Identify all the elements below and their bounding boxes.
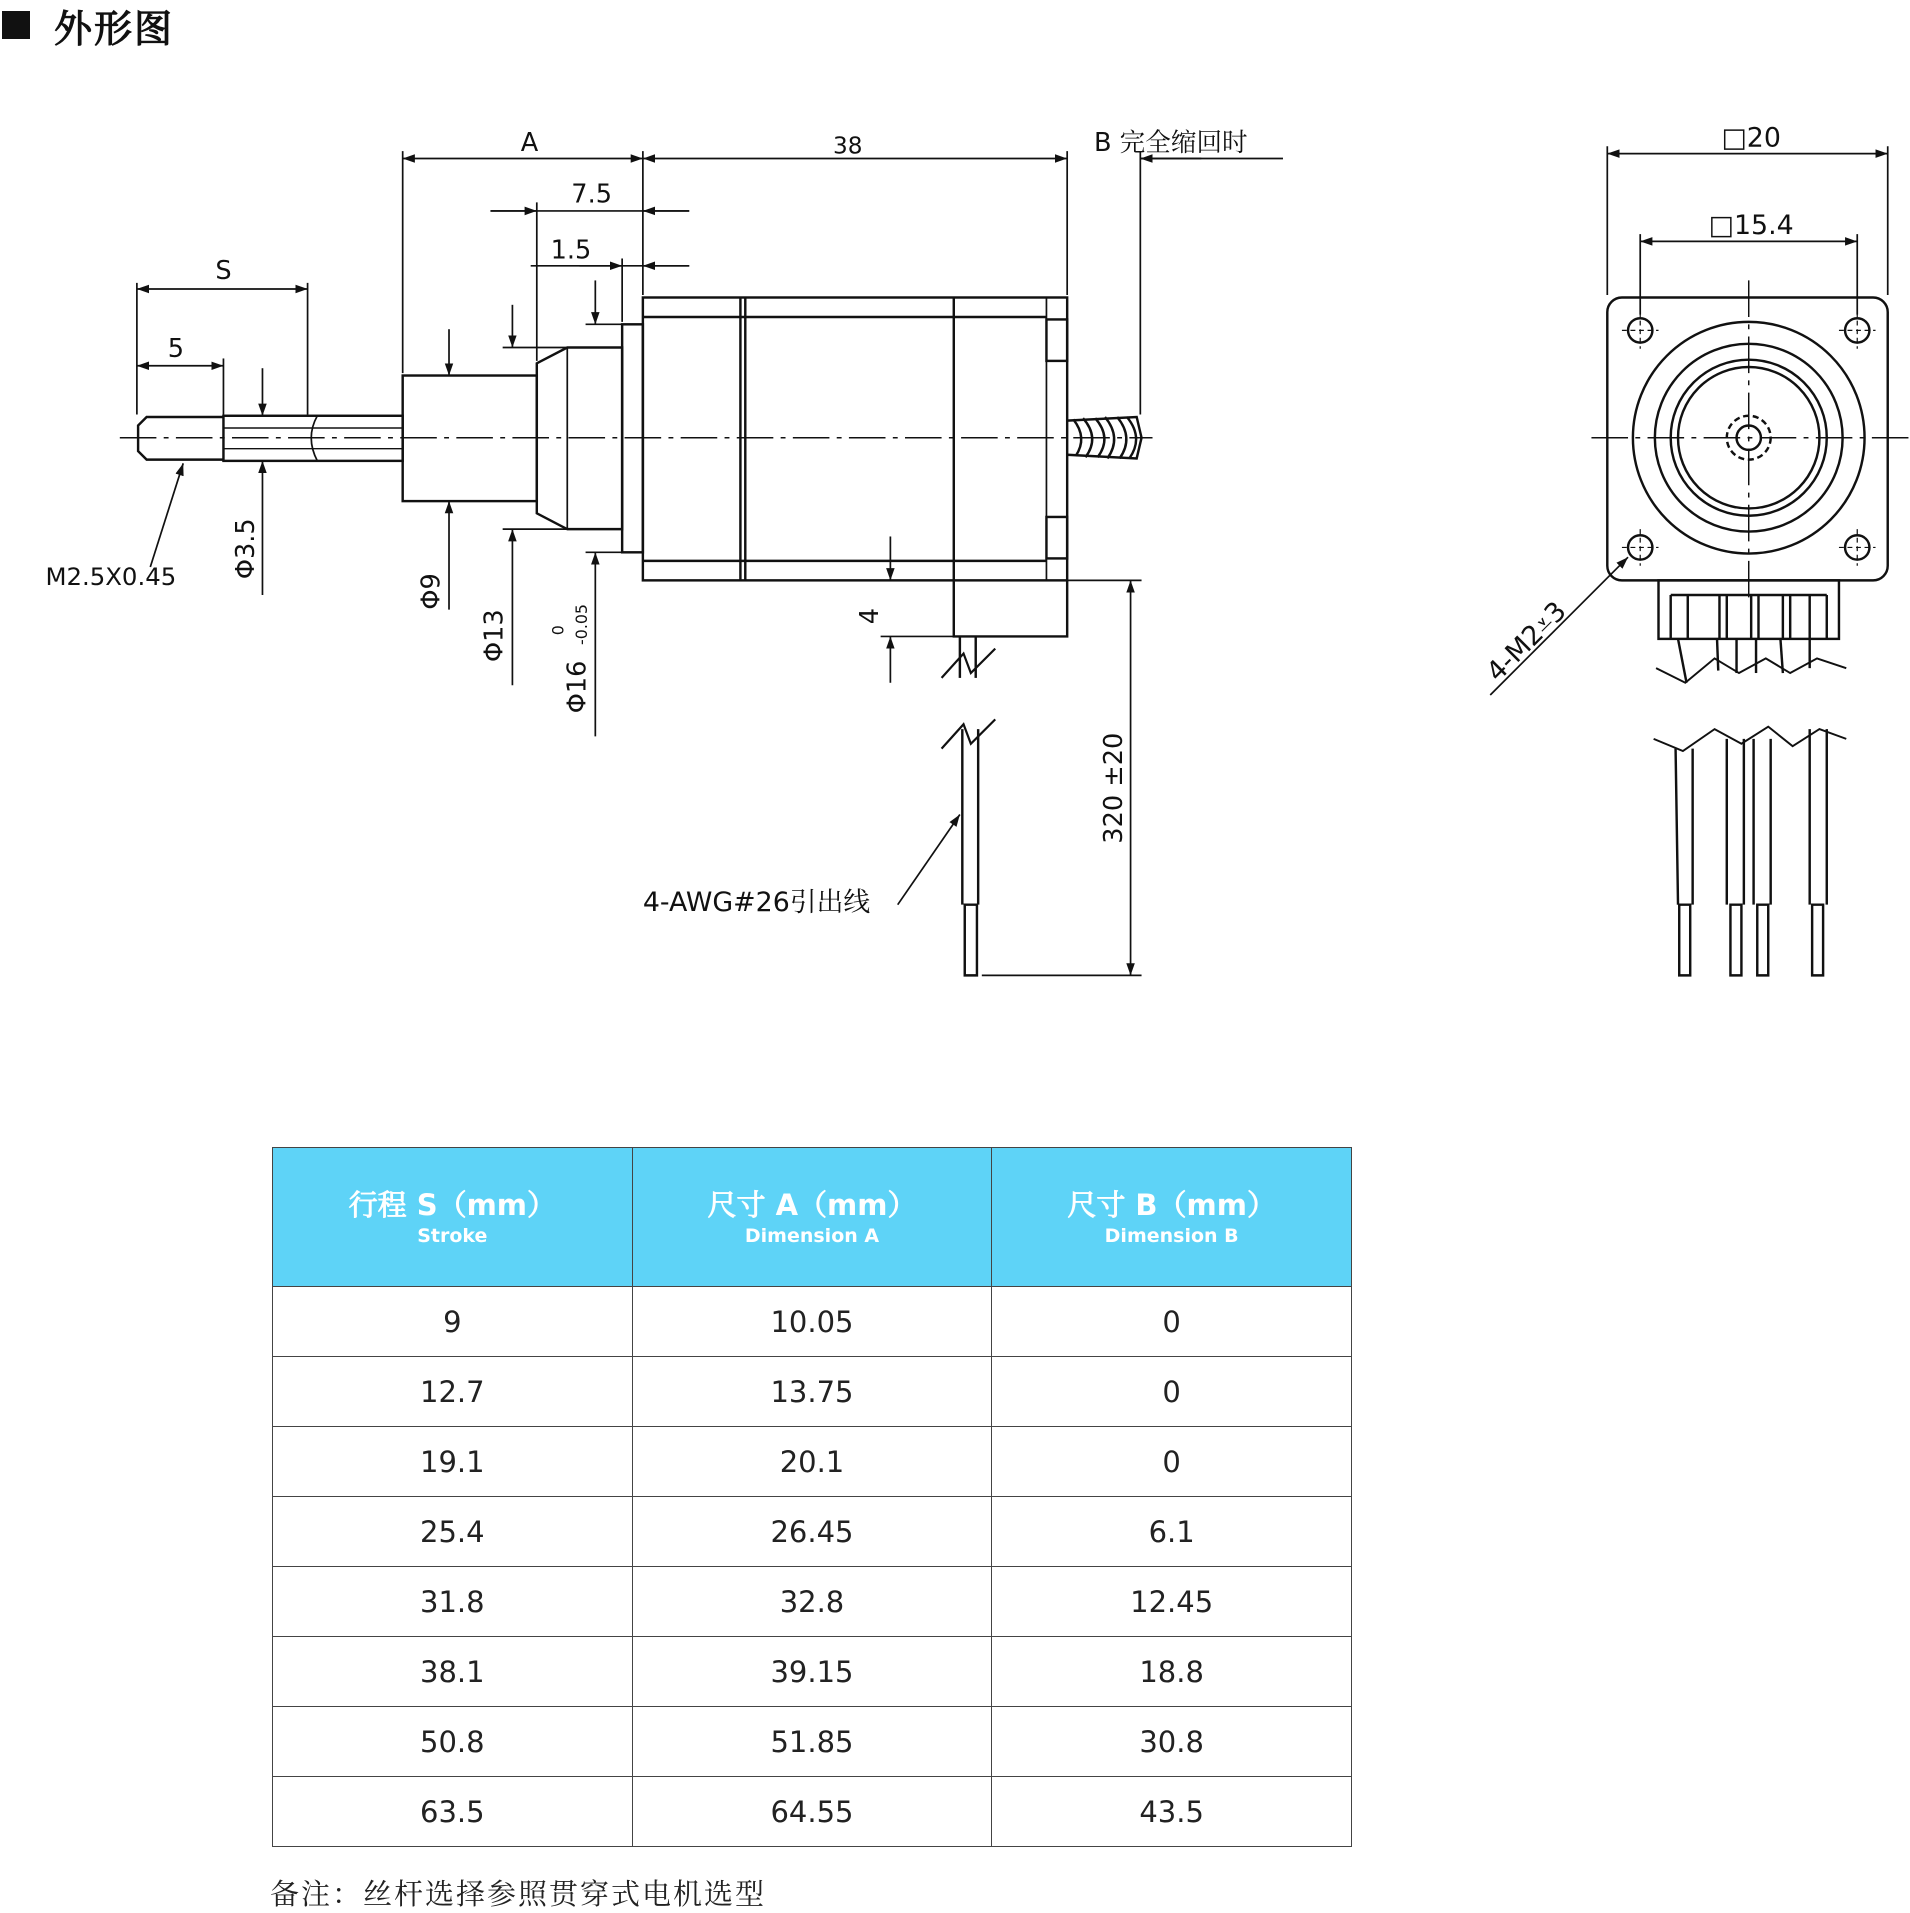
cell-dim-a: 51.85: [632, 1707, 992, 1777]
cell-dim-b: 12.45: [992, 1567, 1352, 1637]
label-dim-38: 38: [832, 133, 863, 160]
cell-dim-b: 43.5: [992, 1777, 1352, 1847]
table-row: [273, 1567, 1352, 1637]
label-dim-s: S: [215, 256, 232, 287]
label-dia-3-5: Φ3.5: [230, 518, 261, 580]
label-dia-16: Φ16: [562, 660, 593, 714]
label-tol-upper: 0: [548, 625, 568, 636]
rear-notch-bottom: [1046, 517, 1067, 558]
table-row: [273, 1707, 1352, 1777]
label-dim-1-5: 1.5: [550, 235, 592, 266]
table-row: [273, 1357, 1352, 1427]
side-view: [120, 297, 1153, 975]
cell-stroke: 25.4: [273, 1497, 633, 1567]
cell-dim-b: 0: [992, 1357, 1352, 1427]
cell-dim-a: 39.15: [632, 1637, 992, 1707]
footnote: 备注：丝杆选择参照贯穿式电机选型: [270, 1877, 767, 1911]
label-lead-wire: 4-AWG#26引出线: [642, 886, 871, 918]
cell-stroke: 31.8: [273, 1567, 633, 1637]
cell-dim-a: 64.55: [632, 1777, 992, 1847]
cell-dim-b: 30.8: [992, 1707, 1352, 1777]
col-header-dim-a: 尺寸 A（mm） Dimension A: [632, 1148, 992, 1287]
cell-dim-a: 26.45: [632, 1497, 992, 1567]
label-dim-a: A: [520, 128, 539, 159]
cell-stroke: 9: [273, 1287, 633, 1357]
end-view: [1591, 280, 1908, 975]
cell-stroke: 19.1: [273, 1427, 633, 1497]
label-tol-lower: -0.05: [571, 603, 591, 645]
table-row: [273, 1777, 1352, 1847]
cell-dim-b: 18.8: [992, 1637, 1352, 1707]
label-dim-7-5: 7.5: [571, 179, 613, 210]
cell-dim-b: 6.1: [992, 1497, 1352, 1567]
col-header-dim-b: 尺寸 B（mm） Dimension B: [992, 1148, 1352, 1287]
label-thread: M2.5X0.45: [45, 562, 177, 592]
side-dimensions: [137, 151, 1283, 975]
label-sq20: □20: [1721, 122, 1781, 154]
cell-dim-a: 10.05: [632, 1287, 992, 1357]
rear-notch-top: [1046, 319, 1067, 360]
table-row: [273, 1287, 1352, 1357]
label-holes: 4-M2⩡3: [1480, 595, 1573, 688]
connector-pins: [1688, 595, 1810, 639]
wire-housing: [954, 580, 1067, 636]
label-dia-13: Φ13: [479, 609, 510, 663]
cell-dim-a: 32.8: [632, 1567, 992, 1637]
cell-dim-b: 0: [992, 1287, 1352, 1357]
label-lead-length: 320 ±20: [1099, 732, 1130, 844]
table-row: [273, 1497, 1352, 1567]
col-header-stroke: 行程 S（mm） Stroke: [273, 1148, 633, 1287]
cell-dim-a: 13.75: [632, 1357, 992, 1427]
lead-wire: [942, 636, 996, 975]
cell-stroke: 63.5: [273, 1777, 633, 1847]
end-wires: [1654, 639, 1847, 976]
table-row: [273, 1427, 1352, 1497]
label-sq15-4: □15.4: [1708, 210, 1794, 242]
cell-stroke: 38.1: [273, 1637, 633, 1707]
table-row: [273, 1637, 1352, 1707]
cell-dim-b: 0: [992, 1427, 1352, 1497]
motor-body: [643, 297, 1067, 580]
cell-stroke: 50.8: [273, 1707, 633, 1777]
cell-stroke: 12.7: [273, 1357, 633, 1427]
table-header-row: [273, 1148, 1352, 1287]
label-dia-9: Φ9: [416, 573, 447, 610]
label-dim-b: B 完全缩回时: [1093, 128, 1248, 159]
cell-dim-a: 20.1: [632, 1427, 992, 1497]
label-dim-4: 4: [855, 607, 886, 625]
label-dim-5: 5: [167, 334, 185, 365]
section-title: 外形图: [54, 6, 175, 51]
spec-table: [272, 1147, 1352, 1847]
